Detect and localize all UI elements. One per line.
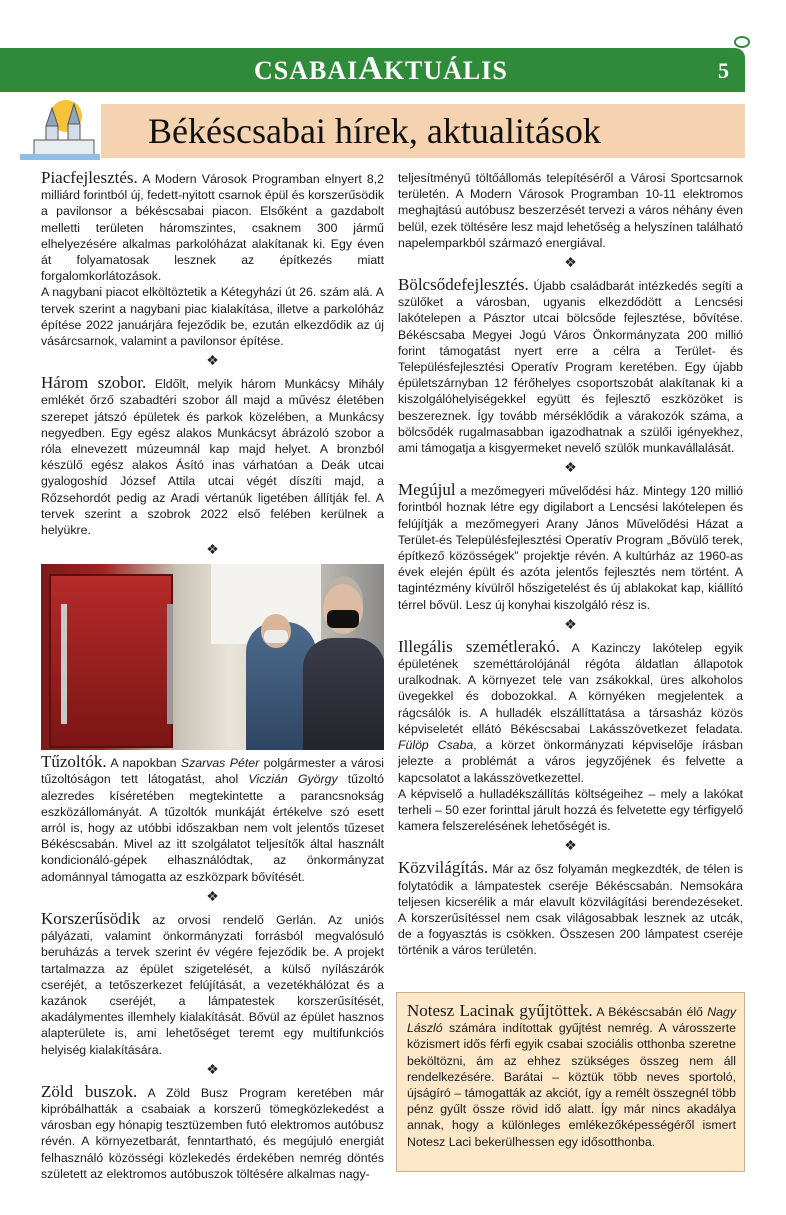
article-zold-buszok	[41, 1081, 384, 1182]
article-korszerusodik	[41, 908, 384, 1058]
article-tuzoltok: Tűzoltók. A napokban Szarvas Péter polgármester a városi tűzoltóságon tett látogatást, ahol Viczián György tűzoltó alezredes kíséretében megtekintette a parancsnokság eszközállományát. A tűzoltók munkáját értékelve szó esett arról is, hogy az utóbbi időszakban nem volt jelentős tűzeset Békéscsabán. Mivel az itt szolgálatot teljesítők által használt kondicionáló-gépek elhasználódtak, az önkormányzat adománnyal támogatta az eszközpark bővítését.	[41, 752, 384, 884]
left-column	[41, 170, 384, 1182]
article-text: A nagybani piacot elköltöztetik a Kétegyházi út 26. szám alá. A tervek szerint a nagybani piac kialakítása, illetve a parkolóház építése 2022 januárjára fejeződik be, ezután elkezdődik az új vásárcsarnok, valamint a pavilonsor építése.	[41, 285, 384, 349]
firefighter-visit-photo	[41, 564, 384, 750]
article-lead: Tűzoltók.	[41, 752, 107, 772]
article-text: a mezőmegyeri művelődési ház. Mintegy 120 millió forintból hoznak létre egy digilabort a Lencsési lakótelepen és felújítják a mezőmegyeri Arany János Művelődési Házat a Terület-és Településfejlesztési Operatív Program „Bővülő terek, építkező közösségek” projektje révén. A kultúrház az 1960-as évek elején épült és azóta jelentős fejlesztés nem történt. A tagintézmény kívülről hőszigetelést és új ablakokat kap, kiállító térrel bővül. Lesz új konyhai kiszolgáló rész is.	[398, 484, 743, 612]
article-szemetlerako: Illegális szemétlerakó. A Kazinczy lakótelep egyik épületének szeméttárolójánál régóta áldatlan állapotok uralkodnak. A környezet tele van zsákokkal, üres alkoholos üvegekkel és dobozokkal. A környéken megjelentek a rágcsálók is. A hulladék elszállíttatása a társasház közös képviseletét ellátó Békéscsabai Lakásszövetkezet feladata. Fülöp Csaba, a körzet önkormányzati képviselője írásban jelezte a problémát a város jegyzőjének és felvette a kapcsolatot a lakásszövetkezettel.	[398, 636, 743, 785]
article-text: az orvosi rendelő Gerlán. Az uniós pályázati, valamint önkormányzati forrásból megvalósuló beruházás a tervek szerint év végére fejeződik be. A projekt tartalmazza az épület szigetelését, a külső nyílászárók cseréjét, a tetőszerkezet felújítását, a vezetékhálózat és a kazánok cseréjét, a lámpatestek korszerűsítését, akadálymentes illemhely kialakítását. Bővül az épület hasznos alapterülete is, ami lehetőséget teremt egy multifunkciós helyiség kialakítására.	[41, 912, 384, 1057]
separator-ornament-icon: ❖	[206, 352, 219, 369]
right-column	[398, 170, 743, 959]
separator-ornament-icon: ❖	[206, 541, 219, 558]
article-lead: Korszerűsödik	[41, 908, 141, 928]
article-continuation: teljesítményű töltőállomás telepítéséről a Városi Sportcsarnok területén. A Modern Városok Programban 10-11 elektromos meghajtású autóbusz beszerzését tervezi a város néhány éven belül, ezek töltésére lesz majd lehetőség a helyszínen található napelemparkból származó energiával.	[398, 171, 743, 250]
article-kozvilagitas	[398, 860, 743, 958]
article-lead: Három szobor.	[41, 373, 147, 393]
article-text: A Zöld Busz Program keretében már kipróbálhatták a csabaiak a korszerű tömegközlekedést a városban egy hónapig tesztüzemben futó elektromos autóbusz révén. A környezetbarát, fenntartható, és megújuló energiát felhasználó közösségi közlekedés érdekében nemrég döntés született az elektromos autóbuszok töltésére alkalmas nagy-	[41, 1085, 384, 1181]
article-text: A képviselő a hulladékszállítás költségeihez – mely a lakókat terheli – 50 ezer forinttal járult hozzá és felvetette egy térfigyelő kamera felszerelésének lehetőségét is.	[398, 786, 743, 834]
article-text: Újabb családbarát intézkedés segíti a szülőket a városban, ugyanis elkezdődött a Lencsési lakótelepen a Pásztor utcai bölcsőde fejlesztése, bővítése. Békéscsaba Megyei Jogú Város Önkormányzata 200 millió forint támogatást nyert erre a célra a Terület- és Településfejlesztési Operatív Program keretében. Egy újabb épületszárnyban 12 férőhelyes csoportszobát alakítanak ki a kiszolgálóhelyiségekkel együtt és fejlesztő eszközöket is beszereznek. Így tovább mérséklődik a várakozók száma, a bölcsődék rugalmasabban igazodhatnak a szülői igényekhez, ami támogatja a kisgyermeket nevelő szülők munkavállalását.	[398, 279, 743, 456]
separator-ornament-icon: ❖	[206, 887, 219, 904]
article-bolcsode	[398, 277, 743, 456]
person-name: Nagy László	[407, 1005, 737, 1036]
article-text: A Modern Városok Programban elnyert 8,2 milliárd forintból új, fedett-nyitott csarnok épül és korszerűsödik a pavilonsor a békéscsabai piacon. Elsőként a gazdabolt melletti területen háromszintes, csaknem 300 jármű elhelyezésére alkalmas parkolóházat alakítanak ki. Egy éven át folyamatosak lesznek az építkezés miatt forgalomkorlátozások.	[41, 172, 384, 284]
article-lead: Notesz Lacinak gyűjtöttek.	[407, 1001, 593, 1020]
article-lead: Piacfejlesztés.	[41, 168, 138, 187]
page-headline: Békéscsabai hírek, aktualitások	[148, 111, 601, 151]
photo-mayor	[303, 638, 384, 750]
separator-ornament-icon: ❖	[564, 615, 577, 632]
publication-title	[254, 50, 508, 87]
brand-small: CSABAI	[254, 56, 359, 85]
church-logo-icon	[20, 96, 100, 164]
article-lead: Zöld buszok.	[41, 1081, 138, 1101]
page-number: 5	[718, 58, 729, 83]
separator-ornament-icon: ❖	[564, 254, 577, 271]
swirl-ornament-icon	[734, 36, 750, 48]
article-megujul	[398, 482, 743, 613]
brand-rest: KTUÁLIS	[383, 56, 508, 85]
separator-ornament-icon: ❖	[564, 459, 577, 476]
article-lead: Bölcsődefejlesztés.	[398, 275, 529, 295]
person-name: Fülöp Csaba	[398, 738, 474, 753]
separator-ornament-icon: ❖	[206, 1060, 219, 1077]
article-harom-szobor	[41, 375, 384, 538]
article-lead: Közvilágítás.	[398, 858, 489, 878]
person-name: Viczián György	[248, 772, 338, 787]
article-lead: Megújul	[398, 480, 456, 500]
article-text: Eldőlt, melyik három Munkácsy Mihály emlékét őrző szabadtéri szobor áll majd a művész életében szerepet játszó épületek és parkok közelében, a Munkácsy negyedben. Egy egész alakos Munkácsyt ábrázoló szobor a róla elnevezett múzeumnál kap majd helyet. A bronzból készülő egész alakos Ásító inas várhatóan a Deák utcai gyalogoshíd József Attila utcai végét díszíti majd, a Rőzsehordót pedig az Aradi vértanúk ligetében állítják fel. A tervek szerint a szobrok 2022 első felében kerülnek a helyükre.	[41, 377, 384, 538]
brand-cap: A	[358, 50, 384, 87]
article-text: Már az ősz folyamán megkezdték, de télen is folytatódik a lámpatestek cseréje Békéscsabán. Nemsokára teljesen kicserélik a már elavult közvilágítási berendezéseket. A korszerűsítéssel nem csak világosabbak lesznek az utcák, de a fogyasztás is csökken. Összesen 200 lámpatest cseréje történik a város területén.	[398, 862, 743, 958]
article-piacfejlesztes	[41, 170, 384, 284]
highlight-box-notesz-laci: Notesz Lacinak gyűjtöttek. A Békéscsabán élő Nagy László számára indítottak gyűjtést nemrég. A városszerte közismert idős férfi egyik csabai szociális otthonba szeretne beköltözni, ám az ehhez szükséges összeg nem áll rendelkezésére. Barátai – köztük több neves sportoló, újságíró – támogatták az akciót, így a remélt összegnél több pénz gyűlt össze rövid idő alatt. Így már nincs akadálya annak, hogy a különleges emlékezőképességéről ismert Notesz Laci bekerülhessen egy idősotthonba.	[396, 992, 745, 1172]
article-lead: Illegális szemétlerakó.	[398, 636, 560, 656]
separator-ornament-icon: ❖	[564, 837, 577, 854]
person-name: Szarvas Péter	[180, 756, 260, 771]
